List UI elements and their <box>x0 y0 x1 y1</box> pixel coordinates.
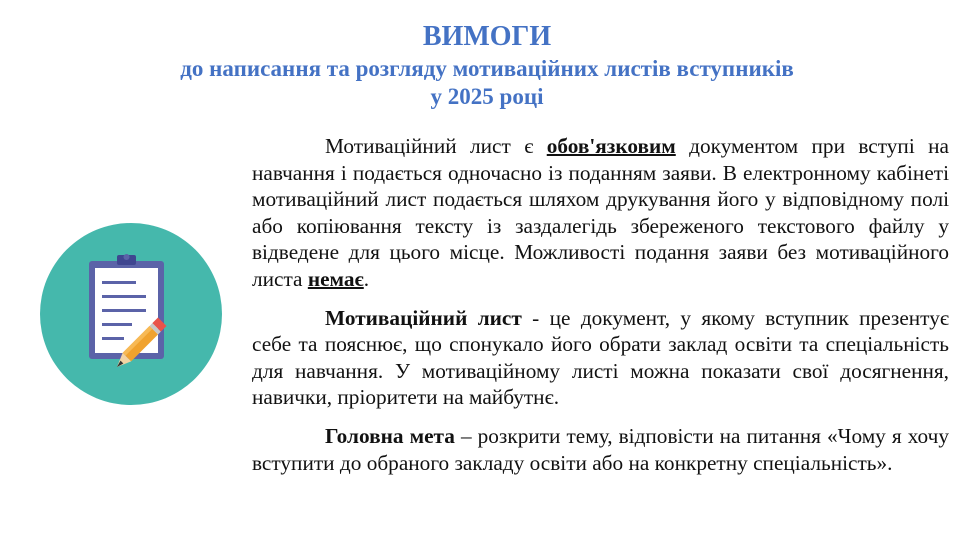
page-title <box>0 20 974 111</box>
paragraph-goal <box>252 423 949 476</box>
emphasis-none: немає <box>307 266 364 291</box>
title-main: ВИМОГИ <box>422 21 552 52</box>
emphasis-mandatory: обов'язковим <box>546 134 676 158</box>
paragraph1-text-end: . <box>363 266 370 291</box>
paragraph-requirement <box>252 133 949 293</box>
goal-text: – розкрити тему, відповісти на питання «Чому я хочу вступити до обраного закладу освіти або на конкретну спеціальність». <box>252 423 949 475</box>
paragraph1-text-start: Мотиваційний лист є <box>325 134 547 158</box>
term-motivation-letter: Мотиваційний лист <box>325 305 522 330</box>
paragraph-definition <box>252 305 949 411</box>
term-main-goal: Головна мета <box>325 423 455 448</box>
paragraph1-text-middle: документом при вступі на навчання і подається одночасно із поданням заяви. В електронному кабінеті мотиваційний лист подається шляхом друкування його у відповідному полі або копіювання тексту із заздалегідь збереженого текстового файлу у відведене для цього місце. Можливості подання заяви без мотиваційного листа <box>252 134 949 291</box>
body-text <box>252 133 949 476</box>
title-year: у 2025 році <box>430 84 544 109</box>
clipboard-pencil-icon <box>40 223 222 405</box>
title-subtitle: до написання та розгляду мотиваційних листів вступників <box>180 56 794 81</box>
definition-text: - це документ, у якому вступник презентує себе та пояснює, що спонукало його обрати заклад освіти та спеціальність для навчання. У мотиваційному листі можна показати свої досягнення, навички, пріоритети на майбутнє. <box>252 305 949 410</box>
